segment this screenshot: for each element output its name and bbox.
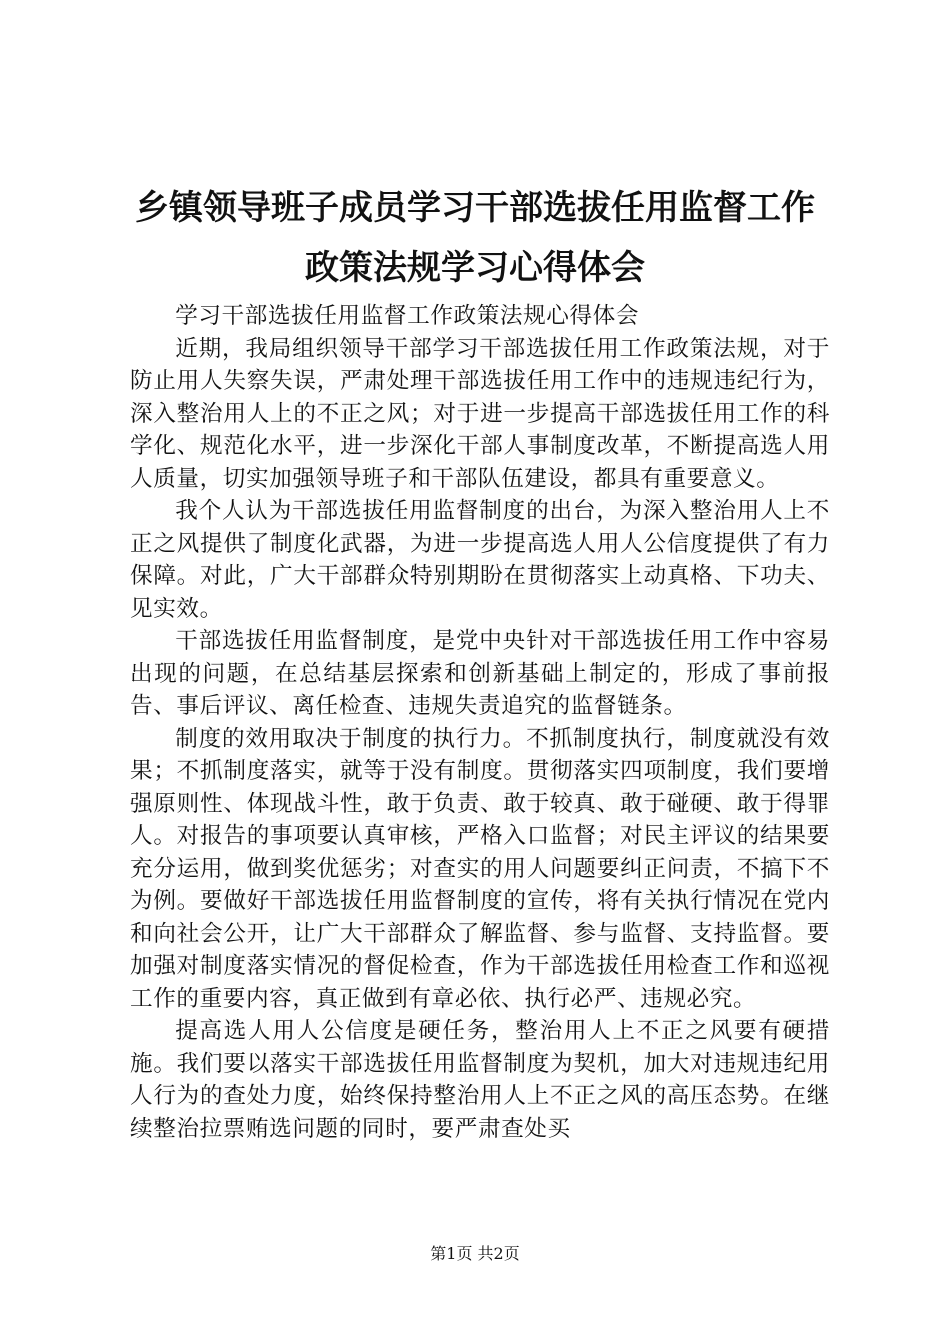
paragraph: 干部选拔任用监督制度，是党中央针对干部选拔任用工作中容易出现的问题，在总结基层探索和创新基础上制定的，形成了事前报告、事后评议、离任检查、违规失责追究的监督链条。 (130, 628, 830, 719)
paragraph-subtitle: 学习干部选拔任用监督工作政策法规心得体会 (175, 303, 640, 329)
paragraph: 提高选人用人公信度是硬任务，整治用人上不正之风要有硬措施。我们要以落实干部选拔任用监督制度为契机，加大对违规违纪用人行为的查处力度，始终保持整治用人上不正之风的高压态势。在继续整治拉票贿选问题的同时，要严肃查处买 (130, 1018, 830, 1142)
page-number-footer: 第1页 共2页 (430, 1244, 520, 1263)
document-title-line-1: 乡镇领导班子成员学习干部选拔任用监督工作 (135, 188, 815, 228)
document-title-line-2: 政策法规学习心得体会 (305, 248, 645, 288)
paragraph: 我个人认为干部选拔任用监督制度的出台，为深入整治用人上不正之风提供了制度化武器，为进一步提高选人用人公信度提供了有力保障。对此，广大干部群众特别期盼在贯彻落实上动真格、下功夫、见实效。 (130, 498, 830, 622)
paragraph: 近期，我局组织领导干部学习干部选拔任用工作政策法规，对于防止用人失察失误，严肃处理干部选拔任用工作中的违规违纪行为，深入整治用人上的不正之风；对于进一步提高干部选拔任用工作的科学化、规范化水平，进一步深化干部人事制度改革，不断提高选人用人质量，切实加强领导班子和干部队伍建设，都具有重要意义。 (130, 335, 830, 492)
paragraph: 制度的效用取决于制度的执行力。不抓制度执行，制度就没有效果；不抓制度落实，就等于没有制度。贯彻落实四项制度，我们要增强原则性、体现战斗性，敢于负责、敢于较真、敢于碰硬、敢于得罪人。对报告的事项要认真审核，严格入口监督；对民主评议的结果要充分运用，做到奖优惩劣；对查实的用人问题要纠正问责，不搞下不为例。要做好干部选拔任用监督制度的宣传，将有关执行情况在党内和向社会公开，让广大干部群众了解监督、参与监督、支持监督。要加强对制度落实情况的督促检查，作为干部选拔任用检查工作和巡视工作的重要内容，真正做到有章必依、执行必严、违规必究。 (130, 725, 830, 1012)
document-body (130, 300, 830, 1145)
